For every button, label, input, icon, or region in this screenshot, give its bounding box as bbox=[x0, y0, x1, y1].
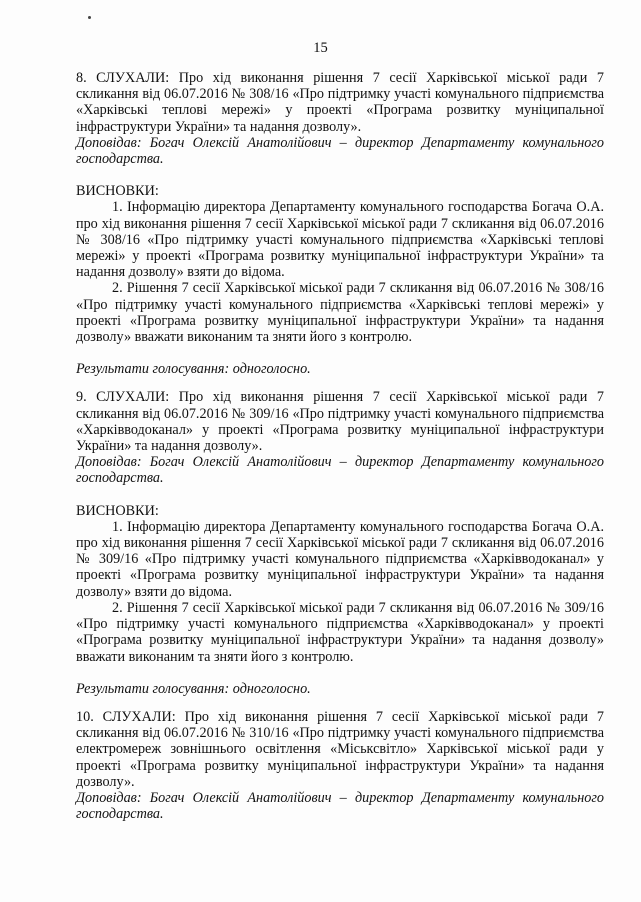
conclusion-paragraph: 2. Рішення 7 сесії Харківської міської ради 7 скликання від 06.07.2016 № 309/16 «Про підтримку участі комунального підприємства «Харківводоканал» у проекті «Програма розвитку муніципальної інфраструктури України» та надання дозволу» вважати виконаним та зняти його з контролю. bbox=[76, 599, 604, 665]
conclusion-paragraph: 1. Інформацію директора Департаменту комунального господарства Богача О.А. про хід виконання рішення 7 сесії Харківської міської ради 7 скликання від 06.07.2016 № 309/16 «Про підтримку участі комунального підприємства «Харківводоканал» у проекті «Програма розвитку муніципальної інфраструктури України» та надання дозволу» взяти до відома. bbox=[76, 518, 604, 600]
document-body bbox=[76, 70, 604, 822]
voting-result: Результати голосування: одноголосно. bbox=[76, 680, 311, 697]
speaker-line: Доповідав: Богач Олексій Анатолійович – директор Департаменту комунального господарства. bbox=[76, 134, 604, 168]
scan-speck bbox=[88, 16, 91, 19]
conclusions-heading: ВИСНОВКИ: bbox=[76, 502, 159, 519]
agenda-item-9 bbox=[76, 389, 604, 696]
voting-result: Результати голосування: одноголосно. bbox=[76, 361, 311, 378]
conclusion-paragraph: 2. Рішення 7 сесії Харківської міської ради 7 скликання від 06.07.2016 № 308/16 «Про підтримку участі комунального підприємства «Харківські теплові мережі» у проекті «Програма розвитку муніципальної інфраструктури України» та надання дозволу» вважати виконаним та зняти його з контролю. bbox=[76, 280, 604, 346]
heard-paragraph: 10. СЛУХАЛИ: Про хід виконання рішення 7 сесії Харківської міської ради 7 скликання від 06.07.2016 № 310/16 «Про підтримку участі комунального підприємства електромереж зовнішнього освітлення «Міськсвітло» Харківської міської ради у проекті «Програма розвитку муніципальної інфраструктури України» та надання дозволу». bbox=[76, 708, 604, 790]
heard-paragraph: 8. СЛУХАЛИ: Про хід виконання рішення 7 сесії Харківської міської ради 7 скликання від 06.07.2016 № 308/16 «Про підтримку участі комунального підприємства «Харківські теплові мережі» у проекті «Програма розвитку муніципальної інфраструктури України» та надання дозволу». bbox=[76, 70, 604, 135]
page-number: 15 bbox=[313, 40, 328, 56]
agenda-item-8 bbox=[76, 70, 604, 377]
heard-paragraph: 9. СЛУХАЛИ: Про хід виконання рішення 7 сесії Харківської міської ради 7 скликання від 06.07.2016 № 309/16 «Про підтримку участі комунального підприємства «Харківводоканал» у проекті «Програма розвитку муніципальної інфраструктури України» та надання дозволу». bbox=[76, 389, 604, 455]
conclusion-paragraph: 1. Інформацію директора Департаменту комунального господарства Богача О.А. про хід виконання рішення 7 сесії Харківської міської ради 7 скликання від 06.07.2016 № 308/16 «Про підтримку участі комунального підприємства «Харківські теплові мережі» у проекті «Програма розвитку муніципальної інфраструктури України» та надання дозволу» взяти до відома. bbox=[76, 199, 604, 281]
speaker-line: Доповідав: Богач Олексій Анатолійович – директор Департаменту комунального господарства. bbox=[76, 454, 604, 487]
agenda-item-10 bbox=[76, 709, 604, 822]
conclusions-heading: ВИСНОВКИ: bbox=[76, 183, 159, 200]
speaker-line: Доповідав: Богач Олексій Анатолійович – директор Департаменту комунального господарства. bbox=[76, 789, 604, 823]
